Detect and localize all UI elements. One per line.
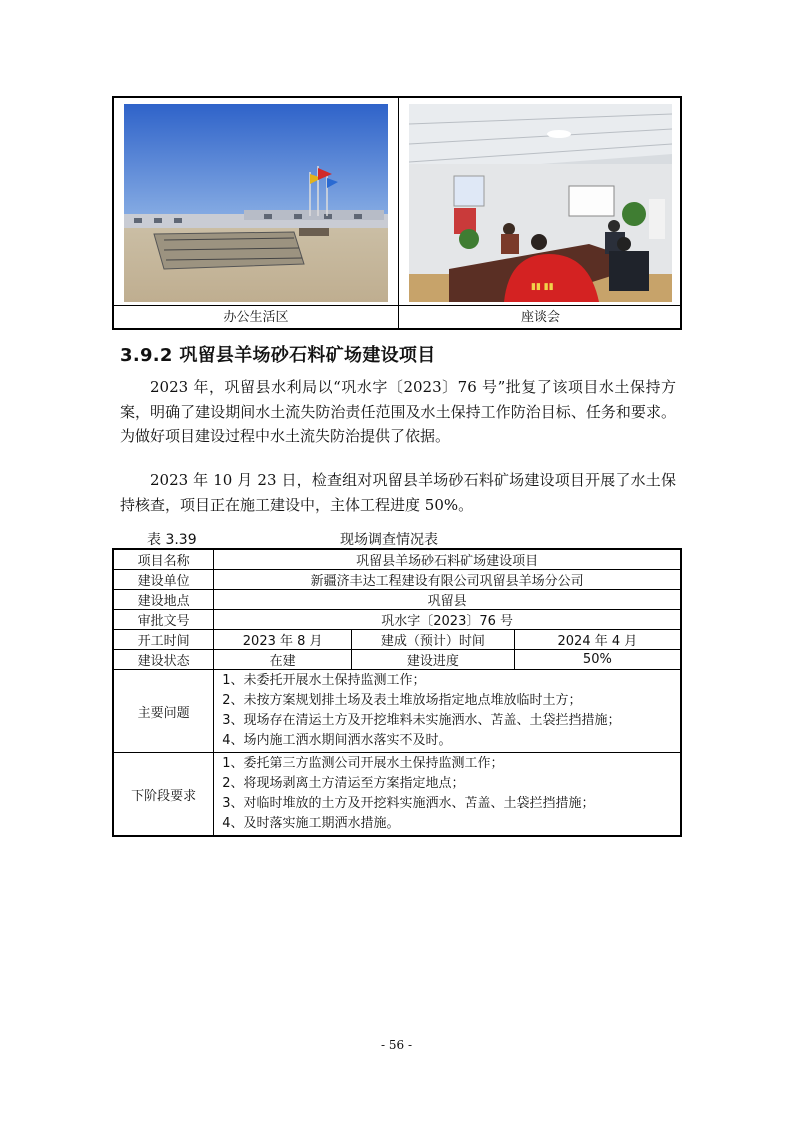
- row-label: 建设状态: [113, 650, 214, 670]
- list-item: 1、未委托开展水土保持监测工作；: [222, 673, 426, 688]
- list-item: 2、未按方案规划排土场及表土堆放场指定地点堆放临时土方；: [222, 693, 582, 708]
- row-label: 开工时间: [113, 630, 214, 650]
- photo-caption: 座谈会: [399, 305, 682, 331]
- row-label: 审批文号: [113, 610, 214, 630]
- office-living-area-photo: [124, 104, 388, 302]
- table-row: [113, 610, 681, 630]
- table-row: [113, 549, 681, 570]
- row-value: 50%: [514, 650, 681, 670]
- photo-cell-office: [114, 98, 399, 330]
- list-item: 4、及时落实施工期洒水措施。: [222, 816, 400, 831]
- table-row: [113, 570, 681, 590]
- section-heading: 3.9.2 巩留县羊场砂石料矿场建设项目: [120, 345, 436, 366]
- svg-text:▮▮ ▮▮: ▮▮ ▮▮: [531, 282, 554, 292]
- list-item: 3、对临时堆放的土方及开挖料实施洒水、苫盖、土袋拦挡措施；: [222, 796, 595, 811]
- table-row: [113, 650, 681, 670]
- list-item: 4、场内施工洒水期间洒水落实不及时。: [222, 733, 452, 748]
- survey-table: [112, 548, 682, 837]
- row-label: 建设进度: [352, 650, 515, 670]
- row-value: 在建: [214, 650, 352, 670]
- row-value: 巩留县: [214, 590, 681, 610]
- list-item: 1、委托第三方监测公司开展水土保持监测工作；: [222, 756, 504, 771]
- row-label: 项目名称: [113, 549, 214, 570]
- row-value: 巩留县羊场砂石料矿场建设项目: [214, 549, 681, 570]
- table-title: 现场调查情况表: [340, 532, 438, 548]
- photo-cell-meeting: [399, 98, 682, 330]
- list-item: 2、将现场剥离土方清运至方案指定地点；: [222, 776, 465, 791]
- row-label: 建设地点: [113, 590, 214, 610]
- row-value: 2024 年 4 月: [514, 630, 681, 650]
- table-row: [113, 670, 681, 753]
- requirement-list: [214, 753, 681, 837]
- table-row: [113, 590, 681, 610]
- paragraph: 2023 年，巩留县水利局以“巩水字〔2023〕76 号”批复了该项目水土保持方案，明确了建设期间水土流失防治责任范围及水土保持工作防治目标、任务和要求。为做好项目建设过程中水土流失防治提供了依据。: [120, 378, 676, 445]
- photo-table: [112, 96, 682, 330]
- table-row: [113, 630, 681, 650]
- meeting-photo: [409, 104, 672, 302]
- paragraph: 2023 年 10 月 23 日，检查组对巩留县羊场砂石料矿场建设项目开展了水土保持核查，项目正在施工建设中，主体工程进度 50%。: [120, 471, 676, 514]
- page-number: - 56 -: [380, 1038, 412, 1052]
- row-value: 巩水字〔2023〕76 号: [214, 610, 681, 630]
- row-label: 主要问题: [113, 670, 214, 753]
- row-label: 建成（预计）时间: [352, 630, 515, 650]
- table-number: 表 3.39: [147, 532, 197, 548]
- row-value: 2023 年 8 月: [214, 630, 352, 650]
- table-row: [113, 753, 681, 837]
- row-label: 建设单位: [113, 570, 214, 590]
- row-value: 新疆济丰达工程建设有限公司巩留县羊场分公司: [214, 570, 681, 590]
- problem-list: [214, 670, 681, 753]
- photo-caption: 办公生活区: [114, 305, 398, 331]
- list-item: 3、现场存在清运土方及开挖堆料未实施洒水、苫盖、土袋拦挡措施；: [222, 713, 621, 728]
- row-label: 下阶段要求: [113, 753, 214, 837]
